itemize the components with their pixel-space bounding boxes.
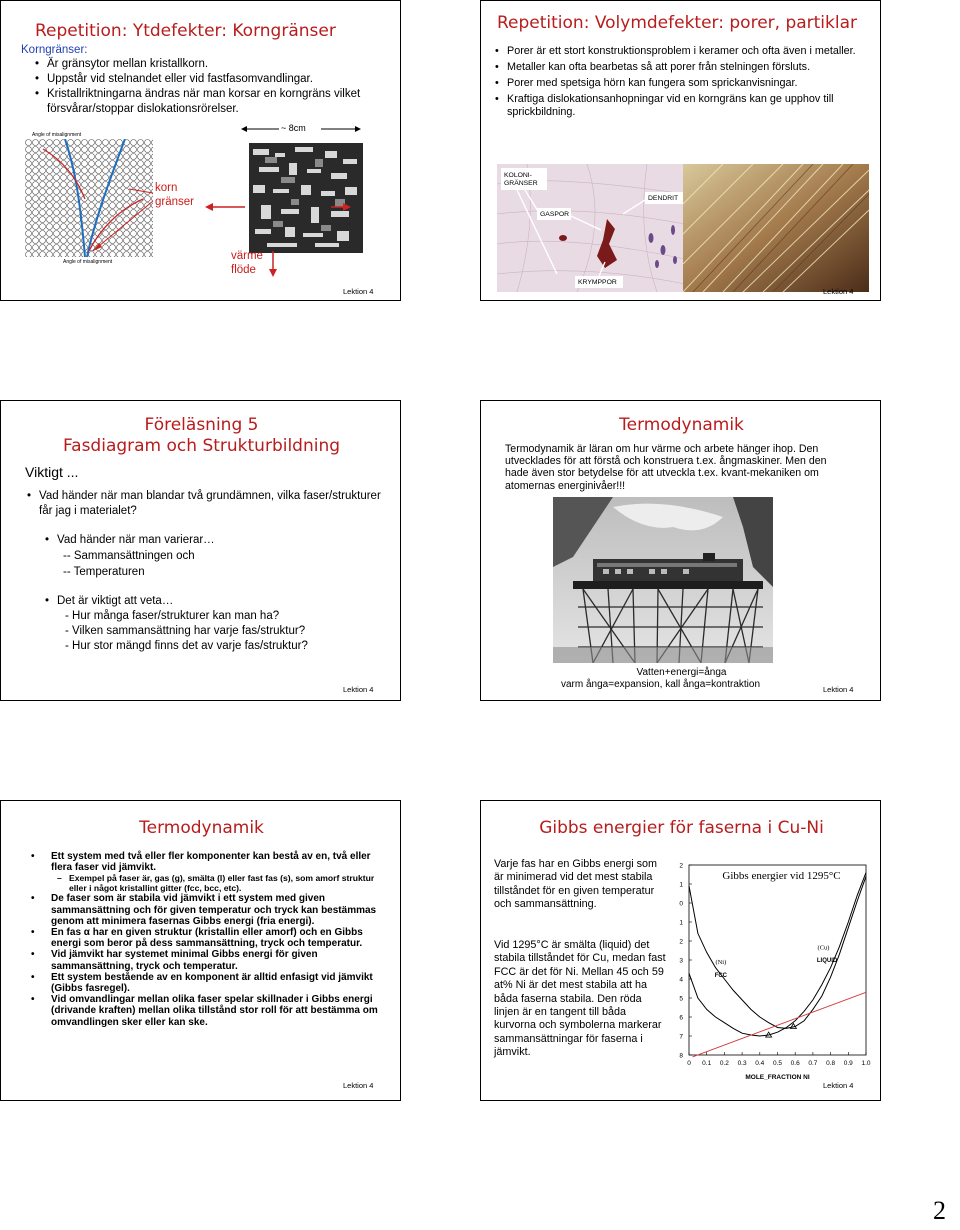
x-tick-label: 0 (687, 1060, 691, 1067)
heat-flow-label: värme flöde (231, 250, 263, 276)
intro-text: Termodynamik är läran om hur värme och arbete hänger ihop. Den utvecklades för att förstå och konstruera t.ex. ångmaskiner. Men den hade även stor betydelse för att utveckla t.ex. kvant-mekaniken om atomernas energinivåer!!! (505, 443, 827, 492)
bullet-list-3 (45, 594, 385, 609)
korn-arrows (89, 181, 209, 261)
series-liquid (689, 876, 866, 1028)
steam-train-photo (553, 497, 773, 663)
slide-termodynamik-intro (480, 400, 881, 701)
x-tick-label: 0.4 (755, 1060, 765, 1067)
bullet: • Porer är ett stort konstruktionsproblem i keramer och ofta även i metaller. (495, 45, 871, 58)
x-tick-label: 1.0 (861, 1060, 871, 1067)
y-tick-label: 6 (679, 1014, 683, 1022)
dendrite-photo (683, 164, 869, 292)
gibbs-energy-chart (671, 859, 876, 1091)
y-tick-label: 3 (679, 957, 683, 965)
bullet: • Vad händer när man varierar… (45, 533, 385, 548)
bullet: • Vid omvandlingar mellan olika faser spelar skillnader i Gibbs energi (drivande kraften) mellan olika tillstånd stor roll för att bestämma om omvandlingen sker eller kan ske. (31, 994, 378, 1028)
bullet-list (35, 57, 390, 117)
sub-bullet: – Exempel på faser är, gas (g), smälta (l) eller fast fas (s), som amorf struktur eller i något kristallint gitter (fcc, bcc, etc). (57, 873, 375, 894)
sub-item: - Vilken sammansättning har varje fas/struktur? (65, 625, 306, 637)
paragraph-1: Varje fas har en Gibbs energi som är minimerad vid det mest stabila tillståndet för en given temperatur och sammansättning. (494, 858, 658, 911)
bullet: • De faser som är stabila vid jämvikt i ett system med given sammansättning och för given temperatur och tryck kan bestämmas genom att minimera fasernas Gibbs energi (fria energi). (31, 893, 377, 927)
bullet: • Det är viktigt att veta… (45, 594, 385, 609)
y-tick-label: 7 (679, 1033, 683, 1041)
subheading: Korngränser: (21, 44, 88, 56)
slide-footer: Lektion 4 (823, 287, 854, 296)
bullet: • Ett system med två eller fler komponenter kan bestå av en, två eller flera faser vid jämvikt. (31, 851, 371, 874)
caption-2: varm ånga=expansion, kall ånga=kontraktion (561, 679, 761, 690)
x-tick-label: 0.3 (737, 1060, 747, 1067)
viktigt-label: Viktigt ... (25, 464, 79, 480)
label-koloni-granser: KOLONI- GRÄNSER (504, 172, 538, 187)
slide-footer: Lektion 4 (823, 1081, 854, 1090)
sub-item: -- Temperaturen (63, 566, 145, 578)
y-tick-label: 2 (679, 862, 683, 870)
slide-title-line1: Föreläsning 5 (144, 415, 259, 435)
x-tick-label: 0.7 (808, 1060, 818, 1067)
x-axis-label: MOLE_FRACTION NI (745, 1074, 810, 1081)
sub-item: - Hur stor mängd finns det av varje fas/struktur? (65, 640, 308, 652)
bullet-list-2 (45, 533, 385, 548)
y-tick-label: 1 (679, 881, 683, 889)
y-tick-label: 5 (679, 995, 683, 1003)
label-dendrit: DENDRIT (648, 195, 679, 202)
y-tick-label: 8 (679, 1052, 683, 1060)
bullet-text: Ett system med två eller fler komponenter kan bestå av en, två eller flera faser vid jämvikt. (51, 851, 371, 874)
bullet: • En fas α har en given struktur (kristallin eller amorf) och en Gibbs energi som beror på dess sammansättning, tryck och temperatur. (31, 927, 363, 950)
bullet-text: Vid omvandlingar mellan olika faser spelar skillnader i Gibbs energi (drivande kraften) mellan olika tillstånd stor roll för att bestämma om omvandlingen sker eller kan ske. (51, 994, 378, 1028)
slide-footer: Lektion 4 (343, 287, 374, 296)
bullet-text: Ett system bestående av en komponent är alltid enfasigt vid jämvikt (Gibbs fasregel). (51, 971, 373, 995)
x-tick-label: 0.2 (719, 1060, 729, 1067)
x-tick-label: 0.1 (702, 1060, 712, 1067)
bullet-list (31, 851, 381, 1028)
series-tangent (693, 992, 867, 1057)
bullet: • Är gränsytor mellan kristallkorn. (35, 57, 390, 72)
bullet: • Ett system bestående av en komponent är alltid enfasigt vid jämvikt (Gibbs fasregel). (31, 971, 373, 995)
bullet-list (495, 45, 871, 119)
bullet-list (27, 489, 387, 519)
bullet: • Uppstår vid stelnandet eller vid fastfasomvandlingar. (35, 72, 390, 87)
y-tick-label: 4 (679, 976, 683, 984)
x-tick-label: 0.5 (772, 1060, 783, 1067)
series-label-top: (Ni) (715, 958, 727, 966)
series-label-name: LIQUID (816, 957, 838, 964)
series-label-top: (Cu) (817, 944, 830, 952)
paragraph-2: Vid 1295°C är smälta (liquid) det stabila tillståndet för Cu, medan fast FCC är det för Ni. Mellan 45 och 59 at% Ni är det mest stabila att ha båda faserna stabila. Den röda linjen är en tangent till båda kurvorna och symbolerna markerar sammansättningar för faserna i jämvikt. (494, 939, 666, 1059)
slide-footer: Lektion 4 (343, 685, 374, 694)
y-tick-label: 0 (679, 900, 683, 908)
label-gaspor: GASPOR (540, 211, 570, 218)
korn-granser-label: korn gränser (155, 182, 194, 208)
bullet-text: De faser som är stabila vid jämvikt i ett system med given sammansättning och för given temperatur och tryck kan bestämmas genom att minimera fasernas Gibbs energi (fria energi). (51, 893, 377, 927)
slide-title-line2: Fasdiagram och Strukturbildning (62, 436, 341, 456)
slide-footer: Lektion 4 (823, 685, 854, 694)
bullet: • Porer med spetsiga hörn kan fungera som sprickanvisningar. (495, 77, 871, 90)
sub-item: -- Sammansättningen och (63, 550, 195, 562)
series-label-name: FCC (714, 973, 728, 980)
slide-title: Termodynamik (619, 415, 744, 435)
y-tick-label: 1 (679, 919, 683, 927)
bullet: • Vad händer när man blandar två grundämnen, vilka faser/strukturer får jag i materialet? (27, 489, 387, 519)
page-number: 2 (933, 1196, 946, 1225)
x-tick-label: 0.9 (843, 1060, 853, 1067)
sub-item: - Hur många faser/strukturer kan man ha? (65, 610, 280, 622)
bullet-text: Vid jämvikt har systemet minimal Gibbs energi för given sammansättning, tryck och temperatur. (51, 949, 318, 972)
y-tick-label: 2 (679, 938, 683, 946)
caption-1: Vatten+energi=ånga (636, 667, 727, 678)
slide-ytdefekter (0, 0, 401, 301)
scale-label: ~ 8cm (281, 123, 306, 133)
slide-termodynamik-faser (0, 800, 401, 1101)
slide-title: Termodynamik (139, 818, 264, 838)
slide-forelasning-5 (0, 400, 401, 701)
label-krympor: KRYMPPOR (578, 279, 617, 286)
lattice-label-top: Angle of misalignment (32, 132, 82, 138)
slide-title: Repetition: Ytdefekter: Korngränser (35, 21, 336, 41)
bullet-text: En fas α har en given struktur (kristallin eller amorf) och en Gibbs energi som beror på dess sammansättning, tryck och temperatur. (51, 927, 363, 950)
heat-flow-arrows (201, 179, 351, 279)
slide-title: Gibbs energier för faserna i Cu-Ni (539, 818, 824, 838)
slide-volymdefekter (480, 0, 881, 301)
x-tick-label: 0.6 (790, 1060, 800, 1067)
x-tick-label: 0.8 (826, 1060, 836, 1067)
bullet: • Kristallriktningarna ändras när man korsar en korngräns vilket försvårar/stoppar dislokationsrörelser. (35, 87, 390, 117)
chart-title: Gibbs energier vid 1295°C (722, 870, 841, 882)
slide-title: Repetition: Volymdefekter: porer, partiklar (497, 13, 858, 33)
slide-footer: Lektion 4 (343, 1081, 374, 1090)
slide-gibbs-cu-ni (480, 800, 881, 1101)
lattice-label-bottom: Angle of misalignment (63, 259, 113, 265)
sub-bullet-text: Exempel på faser är, gas (g), smälta (l) eller fast fas (s), som amorf struktur eller i något kristallint gitter (fcc, bcc, etc). (69, 873, 375, 894)
bullet: • Vid jämvikt har systemet minimal Gibbs energi för given sammansättning, tryck och temperatur. (31, 949, 318, 972)
bullet: • Metaller kan ofta bearbetas så att porer från stelningen försluts. (495, 61, 871, 74)
bullet: • Kraftiga dislokationsanhopningar vid en korngräns kan ge upphov till sprickbildning. (495, 93, 871, 119)
